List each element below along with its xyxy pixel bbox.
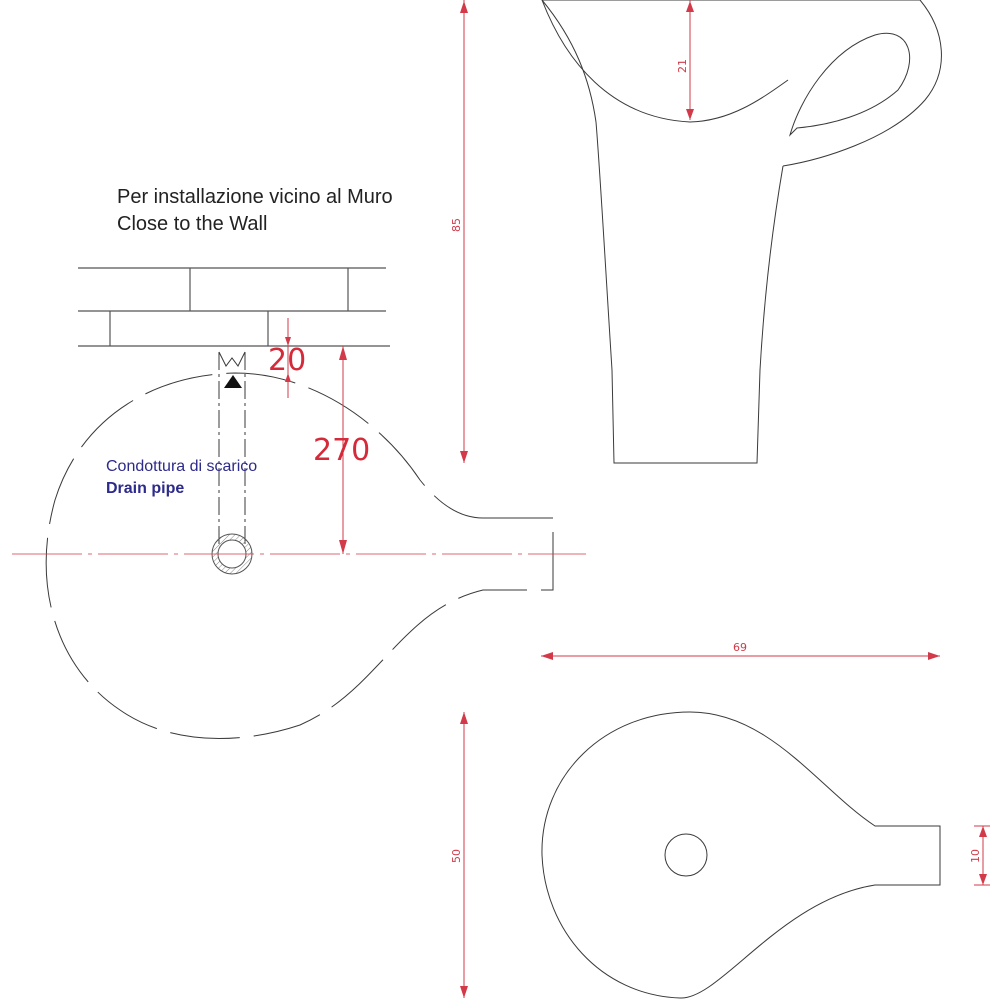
height-value: 85 bbox=[450, 218, 463, 232]
drain-hole-icon bbox=[665, 834, 707, 876]
install-note-english: Close to the Wall bbox=[117, 213, 268, 235]
wall-section bbox=[78, 268, 390, 346]
spout-width-value: 10 bbox=[969, 849, 982, 863]
install-note-italian: Per installazione vicino al Muro bbox=[117, 186, 393, 208]
side-elevation-outline bbox=[542, 0, 941, 463]
drain-marker-icon bbox=[224, 375, 242, 388]
width-value: 69 bbox=[733, 641, 747, 654]
wall-gap-value: 20 bbox=[268, 343, 307, 378]
drain-pipe-label-italian: Condottura di scarico bbox=[106, 458, 258, 475]
drain-pipe-label-english: Drain pipe bbox=[106, 480, 185, 497]
top-view-outline bbox=[542, 712, 940, 998]
installation-plan-outline bbox=[46, 373, 553, 739]
depth-value: 50 bbox=[450, 849, 463, 863]
bowl-depth-value: 21 bbox=[676, 59, 689, 73]
drain-distance-value: 270 bbox=[313, 433, 371, 468]
